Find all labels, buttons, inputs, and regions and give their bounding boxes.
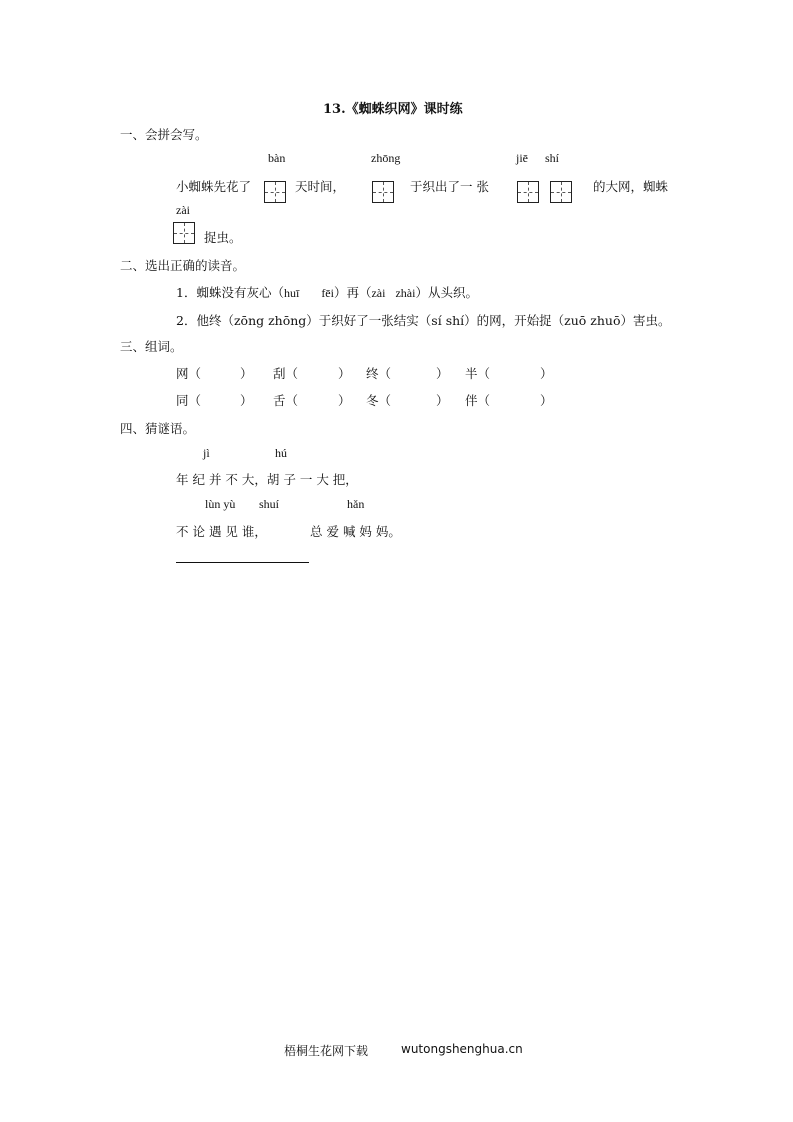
riddle-line-1: 年 纪 并 不 大，胡 子 一 大 把，: [176, 472, 358, 487]
riddle-pinyin-ji: jì: [203, 446, 210, 460]
footer-site-name: 梧桐生花网下载: [284, 1044, 369, 1058]
question-1-prefix: 1．蜘蛛没有灰心（: [176, 285, 284, 300]
riddle-pinyin-shui: shuí: [259, 497, 280, 511]
writing-grid-box[interactable]: [550, 181, 572, 203]
word-close-paren: ）: [240, 366, 253, 381]
pinyin-zhong: zhōng: [371, 151, 401, 165]
word-close-paren: ）: [540, 366, 553, 381]
option-fei[interactable]: fēi: [321, 286, 334, 300]
option-zai[interactable]: zài: [371, 286, 386, 300]
riddle-pinyin-hu: hú: [275, 446, 287, 460]
writing-grid-box[interactable]: [372, 181, 394, 203]
writing-grid-box[interactable]: [173, 222, 195, 244]
sentence-part-1: 小蜘蛛先花了: [176, 179, 252, 194]
word-prompt-she: 舌（: [273, 393, 299, 408]
word-prompt-zhong: 终（: [366, 366, 392, 381]
footer-site-url[interactable]: wutongshenghua.cn: [401, 1042, 523, 1056]
section-2-heading: 二、选出正确的读音。: [120, 258, 246, 273]
writing-grid-box[interactable]: [264, 181, 286, 203]
answer-line[interactable]: [176, 562, 309, 563]
word-prompt-gua: 刮（: [273, 366, 299, 381]
word-prompt-tong: 同（: [176, 393, 202, 408]
word-close-paren: ）: [240, 393, 253, 408]
word-prompt-ban2: 伴（: [465, 393, 491, 408]
option-zhai[interactable]: zhài: [395, 286, 416, 300]
section-4-heading: 四、猜谜语。: [120, 421, 196, 436]
writing-grid-box[interactable]: [517, 181, 539, 203]
pinyin-jie: jiē: [516, 151, 528, 165]
pinyin-shi: shí: [545, 151, 560, 165]
sentence-part-3: 于织出了一 张: [410, 179, 489, 194]
question-1-middle: ）再（: [333, 285, 372, 300]
word-close-paren: ）: [436, 366, 449, 381]
question-2: 2．他终（zōng zhōng）于织好了一张结实（sí shí）的网，开始捉（zuō zhuō）害虫。: [176, 313, 671, 328]
section-3-heading: 三、组词。: [120, 339, 183, 354]
word-close-paren: ）: [338, 366, 351, 381]
sentence-part-4: 的大网，蜘蛛: [593, 179, 669, 194]
pinyin-ban: bàn: [268, 151, 286, 165]
word-prompt-wang: 网（: [176, 366, 202, 381]
question-1-suffix: ）从头织。: [415, 285, 478, 300]
option-hui[interactable]: huī: [283, 286, 300, 300]
riddle-pinyin-lunyu: lùn yù: [205, 497, 236, 511]
riddle-line-2b: 总 爱 喊 妈 妈。: [310, 524, 401, 539]
word-close-paren: ）: [436, 393, 449, 408]
pinyin-zai: zài: [176, 203, 190, 217]
word-prompt-ban: 半（: [465, 366, 491, 381]
question-1: [176, 283, 478, 301]
word-prompt-dong: 冬（: [366, 393, 392, 408]
sentence-part-5: 捉虫。: [204, 230, 242, 245]
word-close-paren: ）: [338, 393, 351, 408]
sentence-part-2: 天时间，: [295, 179, 346, 194]
section-1-heading: 一、会拼会写。: [120, 127, 208, 142]
word-close-paren: ）: [540, 393, 553, 408]
riddle-line-2a: 不 论 遇 见 谁，: [176, 524, 267, 539]
riddle-pinyin-han: hǎn: [347, 497, 365, 511]
page-title: 13.《蜘蛛织网》课时练: [323, 102, 463, 117]
